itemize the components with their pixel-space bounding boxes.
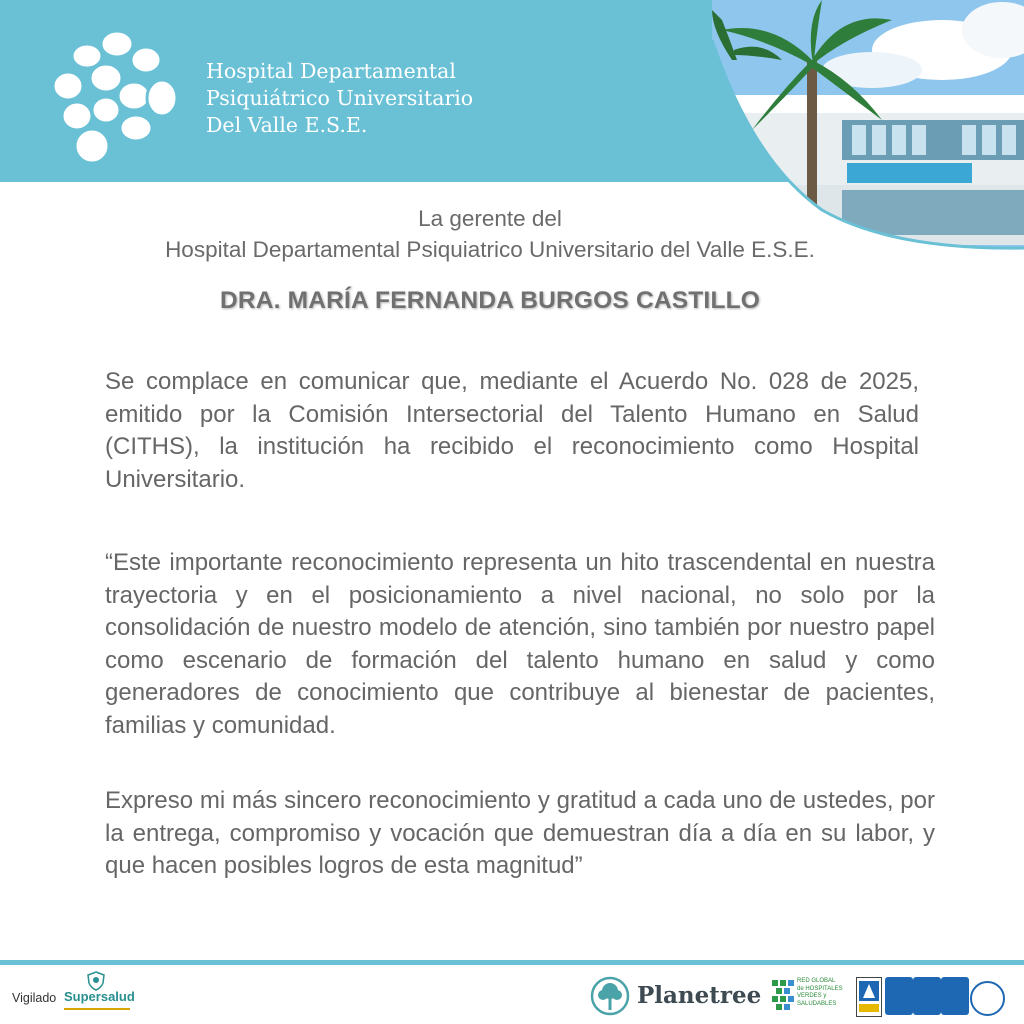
quote-paragraph: “Este importante reconocimiento representa un hito trascendental en nuestra trayectoria y en el posicionamiento a nivel nacional, no solo por la consolidación de nuestro modelo de atención, sino también por nuestro papel como escenario de formación del talento humano en salud y como generadores de conocimiento que contribuye al bienestar de pacientes, familias y comunidad. [105, 549, 935, 739]
hospital-name-line: Hospital Departamental [206, 59, 456, 83]
hospital-flower-logo-icon [50, 28, 180, 168]
supersalud-logo-text: Supersalud [64, 989, 135, 1004]
vigilado-label: Vigilado [12, 991, 57, 1005]
intro-line: La gerente del [418, 206, 562, 231]
green-network-line: de HOSPITALES [797, 985, 843, 992]
planetree-logo-text: Planetree [637, 982, 762, 1009]
green-network-text [797, 978, 843, 1008]
green-network-line: VERDES y [797, 993, 827, 999]
planetree-tree-icon [590, 976, 630, 1016]
intro-hospital-line: Hospital Departamental Psiquiatrico Universitario del Valle E.S.E. [165, 237, 815, 262]
supersalud-underline [64, 1008, 130, 1010]
hospital-name-line: Psiquiátrico Universitario [206, 86, 474, 110]
supersalud-shield-icon [86, 971, 106, 991]
accreditation-seal-icon [856, 977, 882, 1017]
iso-certification-icon [913, 977, 941, 1015]
gratitude-paragraph: Expreso mi más sincero reconocimiento y gratitud a cada uno de ustedes, por la entrega, compromiso y vocación que demuestran día a día en su labor, y que hacen posibles logros de esta magnitud” [105, 787, 935, 879]
announcement-paragraph: Se complace en comunicar que, mediante el Acuerdo No. 028 de 2025, emitido por la Comisión Intersectorial del Talento Humano en Salud (CITHS), la institución ha recibido el reconocimiento como Hospital Universitario. [105, 368, 919, 493]
certification-seal-icon [970, 981, 1005, 1016]
green-network-line: RED GLOBAL [797, 978, 836, 984]
iso-certification-icon [885, 977, 913, 1015]
footer-divider [0, 960, 1024, 965]
green-network-line: SALUDABLES [797, 1000, 837, 1007]
hospital-name [206, 58, 473, 139]
iso-certification-icon [941, 977, 969, 1015]
manager-name: DRA. MARÍA FERNANDA BURGOS CASTILLO [219, 287, 761, 314]
hospital-name-line: Del Valle E.S.E. [206, 113, 368, 137]
